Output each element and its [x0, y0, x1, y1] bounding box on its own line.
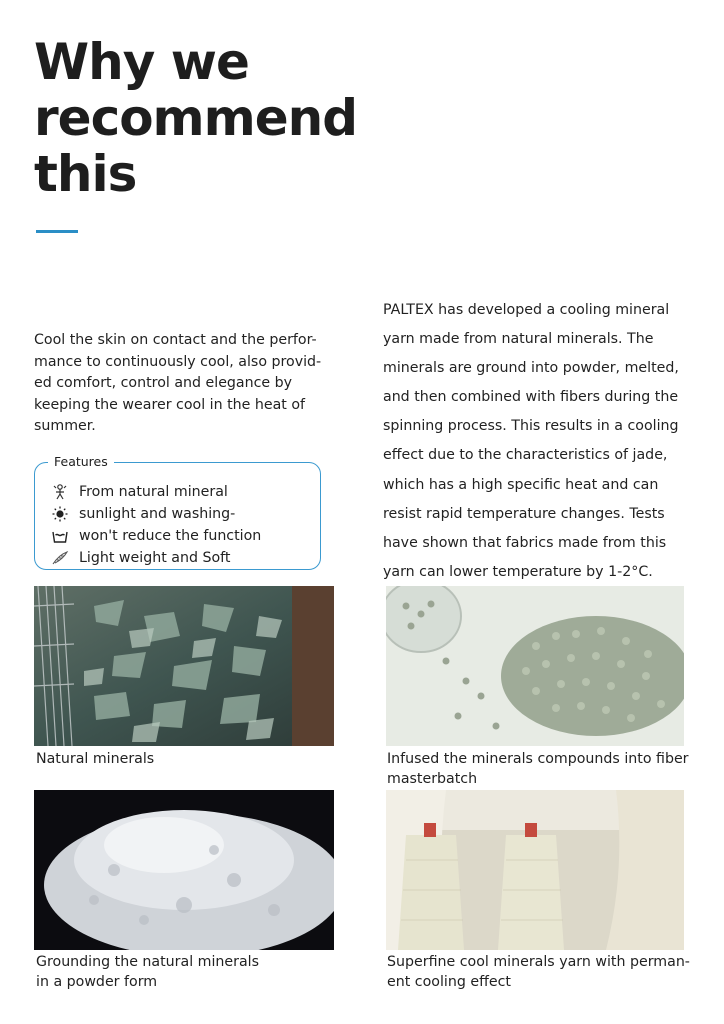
mineral-powder-photo	[34, 790, 334, 950]
features-box	[34, 454, 321, 570]
feature-label: sunlight and washing-	[79, 506, 236, 522]
title-line-3: this	[34, 145, 137, 203]
description-paragraph: PALTEX has developed a cooling mineral yarn made from natural minerals. The minerals are ground into powder, melted, and then combined with fibers during the spinning process. This results in a cooling effect due to the characteristics of jade, which has a high specific heat and can resist rapid temperature changes. Tests have shown that fabrics made from this yarn can lower temperature by 1-2°C.	[383, 302, 679, 580]
title-line-1: Why we	[34, 33, 249, 91]
feature-item	[51, 481, 261, 503]
feature-item	[51, 503, 261, 525]
wash-basin-icon	[51, 527, 69, 545]
intro-paragraph: Cool the skin on contact and the perfor-mance to continuously cool, also provid-ed comfort, control and elegance by keeping the wearer cool in the heat of summer.	[34, 332, 322, 434]
photo-caption: Superfine cool minerals yarn with perman-ent cooling effect	[387, 954, 690, 990]
masterbatch-pellets-photo	[386, 586, 684, 746]
feature-list	[51, 481, 261, 569]
feature-item	[51, 525, 261, 547]
features-title: Features	[48, 454, 114, 470]
page-title	[34, 34, 374, 202]
title-accent-bar	[36, 230, 78, 233]
mineral-icon	[51, 483, 69, 501]
photo-caption: Infused the minerals compounds into fiber masterbatch	[387, 751, 689, 787]
sun-icon	[51, 505, 69, 523]
feature-label: From natural mineral	[79, 484, 228, 500]
feature-item	[51, 547, 261, 569]
photo-caption: Grounding the natural minerals in a powder form	[36, 954, 259, 990]
natural-minerals-photo	[34, 586, 334, 746]
yarn-cones-photo	[386, 790, 684, 950]
feature-label: Light weight and Soft	[79, 550, 231, 566]
photo-caption: Natural minerals	[36, 751, 155, 767]
feature-label: won't reduce the function	[79, 528, 262, 544]
title-line-2: recommend	[34, 89, 358, 147]
feather-icon	[51, 549, 69, 567]
